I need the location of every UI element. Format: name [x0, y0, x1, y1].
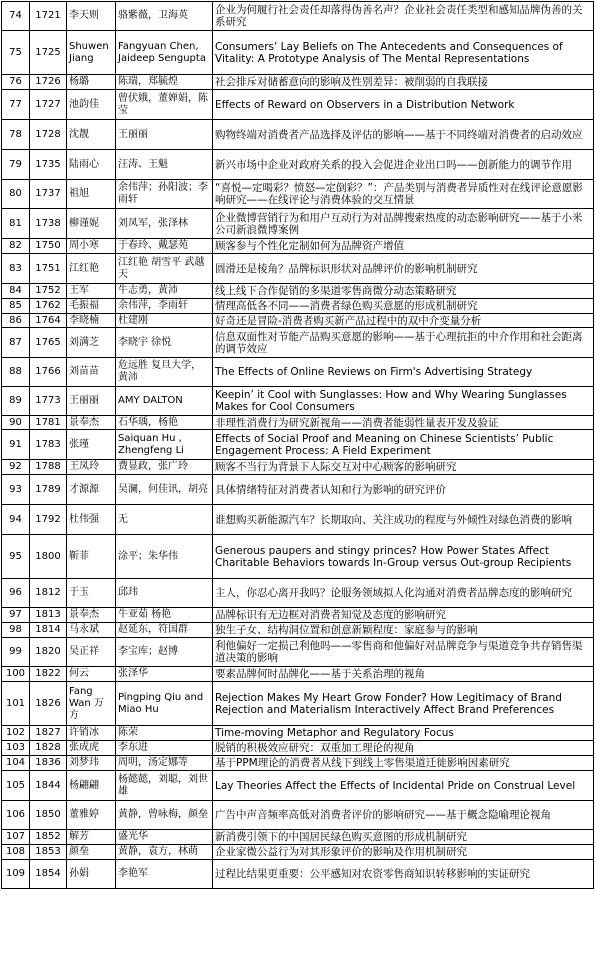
author-name: 靳菲 [67, 535, 116, 579]
paper-id: 1853 [30, 845, 67, 860]
coauthors: 汪涛、王魁 [116, 150, 213, 180]
paper-id: 1750 [30, 239, 67, 254]
row-number: 90 [2, 416, 30, 430]
paper-title: 品牌标识有无边框对消费者知觉及态度的影响研究 [213, 608, 594, 623]
table-row [2, 638, 594, 667]
paper-title: 利他偏好一定损己利他吗——零售商和他偏好对品牌竞争与渠道竞争共存销售渠道决策的影响 [213, 638, 594, 667]
paper-id: 1781 [30, 416, 67, 430]
coauthors: 吴澜，何佳讯，胡亮 [116, 475, 213, 505]
author-name: 刘苗苗 [67, 358, 116, 387]
paper-title: 具体情绪特征对消费者认知和行为影响的研究评价 [213, 475, 594, 505]
coauthors: Pingping Qiu and Miao Hu [116, 682, 213, 726]
row-number: 103 [2, 741, 30, 756]
table-row [2, 284, 594, 299]
author-name: 杨翩翩 [67, 771, 116, 801]
author-name: Fang Wan 万方 [67, 682, 116, 726]
row-number: 92 [2, 460, 30, 475]
row-number: 79 [2, 150, 30, 180]
table-row [2, 801, 594, 830]
paper-id: 1827 [30, 726, 67, 741]
author-name: 王丽丽 [67, 387, 116, 416]
coauthors: Fangyuan Chen, Jaideep Sengupta [116, 31, 213, 75]
paper-title: 独生子女、结构洞位置和创意新颖程度：家庭参与的影响 [213, 623, 594, 638]
paper-title: 谁想购买新能源汽车？长期取向、关注成功的程度与外倾性对绿色消费的影响 [213, 505, 594, 535]
paper-title: Generous paupers and stingy princes? How Power States Affect Charitable Behaviors towards In-Group versus Out-group Recipients [213, 535, 594, 579]
row-number: 84 [2, 284, 30, 299]
coauthors: 余伟萍，李雨轩 [116, 299, 213, 314]
author-name: 杜伟强 [67, 505, 116, 535]
author-name: 祖旭 [67, 180, 116, 209]
row-number: 108 [2, 845, 30, 860]
paper-id: 1813 [30, 608, 67, 623]
table-row [2, 667, 594, 682]
coauthors: 涂平；朱华伟 [116, 535, 213, 579]
coauthors: 黄静，曾咏梅，颜垒 [116, 801, 213, 830]
coauthors: 赵延东，符国群 [116, 623, 213, 638]
paper-title: 购物终端对消费者产品选择及评估的影响——基于不同终端对消费者的启动效应 [213, 120, 594, 150]
paper-id: 1737 [30, 180, 67, 209]
paper-id: 1726 [30, 75, 67, 90]
paper-title: Rejection Makes My Heart Grow Fonder? How Legitimacy of Brand Rejection and Materialism Interactively Affect Brand Preferences [213, 682, 594, 726]
author-name: 张成虎 [67, 741, 116, 756]
paper-id: 1773 [30, 387, 67, 416]
paper-id: 1766 [30, 358, 67, 387]
table-body [2, 2, 594, 889]
table-row [2, 475, 594, 505]
paper-id: 1836 [30, 756, 67, 771]
paper-title: 信息双面性对节能产品购买意愿的影响——基于心理抗拒的中介作用和社会距离的调节效应 [213, 328, 594, 358]
row-number: 91 [2, 430, 30, 460]
paper-title: 广告中声音频率高低对消费者评价的影响研究——基于概念隐喻理论视角 [213, 801, 594, 830]
paper-title: 好奇还是冒险-消费者购买新产品过程中的双中介变量分析 [213, 314, 594, 328]
paper-list-table [1, 1, 594, 889]
row-number: 80 [2, 180, 30, 209]
coauthors: 黄静，袁方，林萌 [116, 845, 213, 860]
paper-title: 圆滑还是棱角？品牌标识形状对品牌评价的影响机制研究 [213, 254, 594, 284]
table-row [2, 209, 594, 239]
table-row [2, 830, 594, 845]
paper-title: 线上线下合作促销的多渠道零售商微分动态策略研究 [213, 284, 594, 299]
author-name: 杨璐 [67, 75, 116, 90]
paper-id: 1852 [30, 830, 67, 845]
row-number: 78 [2, 120, 30, 150]
paper-title: Lay Theories Affect the Effects of Incidental Pride on Construal Level [213, 771, 594, 801]
coauthors: 石华瑀，杨艳 [116, 416, 213, 430]
coauthors: 无 [116, 505, 213, 535]
table-row [2, 314, 594, 328]
table-row [2, 430, 594, 460]
paper-id: 1762 [30, 299, 67, 314]
table-row [2, 387, 594, 416]
author-name: 于玉 [67, 579, 116, 608]
table-row [2, 180, 594, 209]
paper-id: 1727 [30, 90, 67, 120]
author-name: 刘满芝 [67, 328, 116, 358]
coauthors: 张泽华 [116, 667, 213, 682]
coauthors: 李艳军 [116, 860, 213, 889]
coauthors: 陈瑞，郑毓煌 [116, 75, 213, 90]
paper-title: 企业为何履行社会责任却落得伪善名声？企业社会责任类型和感知品牌伪善的关系研究 [213, 2, 594, 31]
table-row [2, 75, 594, 90]
row-number: 96 [2, 579, 30, 608]
paper-title: 顾客不当行为背景下人际交互对中心顾客的影响研究 [213, 460, 594, 475]
table-row [2, 328, 594, 358]
paper-id: 1792 [30, 505, 67, 535]
table-row [2, 682, 594, 726]
table-row [2, 756, 594, 771]
paper-title: 新兴市场中企业对政府关系的投入会促进企业出口吗——创新能力的调节作用 [213, 150, 594, 180]
coauthors: 陈荣 [116, 726, 213, 741]
paper-id: 1820 [30, 638, 67, 667]
author-name: 沈靓 [67, 120, 116, 150]
paper-id: 1738 [30, 209, 67, 239]
author-name: 董雅婷 [67, 801, 116, 830]
coauthors: 江红艳 胡雪平 武越天 [116, 254, 213, 284]
author-name: 何云 [67, 667, 116, 682]
paper-title: 过程比结果更重要：公平感知对农资零售商知识转移影响的实证研究 [213, 860, 594, 889]
author-name: 解芳 [67, 830, 116, 845]
coauthors: 余伟萍；孙阳波；李雨轩 [116, 180, 213, 209]
row-number: 106 [2, 801, 30, 830]
author-name: 李晓楠 [67, 314, 116, 328]
row-number: 76 [2, 75, 30, 90]
author-name: 才源源 [67, 475, 116, 505]
row-number: 107 [2, 830, 30, 845]
coauthors: 曾伏娥，董婵娟，陈莹 [116, 90, 213, 120]
author-name: 池韵佳 [67, 90, 116, 120]
row-number: 98 [2, 623, 30, 638]
paper-id: 1725 [30, 31, 67, 75]
row-number: 109 [2, 860, 30, 889]
table-row [2, 31, 594, 75]
row-number: 101 [2, 682, 30, 726]
coauthors: 盛光华 [116, 830, 213, 845]
table-row [2, 460, 594, 475]
row-number: 100 [2, 667, 30, 682]
author-name: 江红艳 [67, 254, 116, 284]
row-number: 105 [2, 771, 30, 801]
table-row [2, 90, 594, 120]
coauthors: 危远胜 复旦大学，黄沛 [116, 358, 213, 387]
paper-id: 1814 [30, 623, 67, 638]
coauthors: 骆紫薇，卫海英 [116, 2, 213, 31]
paper-id: 1828 [30, 741, 67, 756]
coauthors: 于春玲、戴瑟苑 [116, 239, 213, 254]
coauthors: 牛志勇，黄沛 [116, 284, 213, 299]
paper-id: 1728 [30, 120, 67, 150]
row-number: 94 [2, 505, 30, 535]
row-number: 104 [2, 756, 30, 771]
paper-title: Effects of Social Proof and Meaning on Chinese Scientists’ Public Engagement Process: A Field Experiment [213, 430, 594, 460]
paper-title: 企业家微公益行为对其形象评价的影响及作用机制研究 [213, 845, 594, 860]
table-row [2, 845, 594, 860]
paper-id: 1844 [30, 771, 67, 801]
coauthors: 李东进 [116, 741, 213, 756]
author-name: 颜垒 [67, 845, 116, 860]
paper-id: 1789 [30, 475, 67, 505]
paper-title: 情理高低各不同——消费者绿色购买意愿的形成机制研究 [213, 299, 594, 314]
table-row [2, 239, 594, 254]
paper-id: 1854 [30, 860, 67, 889]
table-row [2, 120, 594, 150]
table-row [2, 741, 594, 756]
coauthors: 牛亚茹 杨艳 [116, 608, 213, 623]
row-number: 74 [2, 2, 30, 31]
paper-id: 1752 [30, 284, 67, 299]
paper-title: 非理性消费行为研究新视角——消费者能弱性量表开发及验证 [213, 416, 594, 430]
paper-title: 基于PPM理论的消费者从线下到线上零售渠道迁徙影响因素研究 [213, 756, 594, 771]
paper-title: 企业微博营销行为和用户互动行为对品牌搜索热度的动态影响研究——基于小米公司新浪微博案例 [213, 209, 594, 239]
coauthors: AMY DALTON [116, 387, 213, 416]
author-name: 许销冰 [67, 726, 116, 741]
table-row [2, 771, 594, 801]
paper-id: 1721 [30, 2, 67, 31]
author-name: 柳谨妮 [67, 209, 116, 239]
paper-title: Time-moving Metaphor and Regulatory Focus [213, 726, 594, 741]
author-name: 毛振福 [67, 299, 116, 314]
coauthors: Saiquan Hu , Zhengfeng Li [116, 430, 213, 460]
paper-title: “喜悦—定喝彩？愤怒—定倒彩？”：产品类别与消费者异质性对在线评论意愿影响研究——在线评论与消费体验的交互情景 [213, 180, 594, 209]
author-name: 孙娟 [67, 860, 116, 889]
table-row [2, 535, 594, 579]
paper-title: 主人，你忍心离开我吗？论服务领域拟人化沟通对消费者品牌态度的影响研究 [213, 579, 594, 608]
row-number: 85 [2, 299, 30, 314]
coauthors: 费显政，张广玲 [116, 460, 213, 475]
author-name: 吴正祥 [67, 638, 116, 667]
coauthors: 邱玮 [116, 579, 213, 608]
table-row [2, 299, 594, 314]
paper-title: 脱销的积极效应研究：双重加工理论的视角 [213, 741, 594, 756]
author-name: 王凤玲 [67, 460, 116, 475]
row-number: 83 [2, 254, 30, 284]
paper-id: 1812 [30, 579, 67, 608]
author-name: 刘梦玮 [67, 756, 116, 771]
row-number: 102 [2, 726, 30, 741]
table-row [2, 623, 594, 638]
paper-title: 顾客参与个性化定制如何为品牌资产增值 [213, 239, 594, 254]
paper-id: 1822 [30, 667, 67, 682]
author-name: 陆雨心 [67, 150, 116, 180]
author-name: 景奉杰 [67, 416, 116, 430]
paper-title: 要素品牌何时品牌化——基于关系治理的视角 [213, 667, 594, 682]
table-row [2, 505, 594, 535]
table-row [2, 726, 594, 741]
author-name: 王军 [67, 284, 116, 299]
coauthors: 杨懿懿，刘聪，刘世雄 [116, 771, 213, 801]
paper-title: The Effects of Online Reviews on Firm's Advertising Strategy [213, 358, 594, 387]
table-row [2, 150, 594, 180]
author-name: 李天则 [67, 2, 116, 31]
paper-id: 1826 [30, 682, 67, 726]
author-name: 马永斌 [67, 623, 116, 638]
paper-id: 1800 [30, 535, 67, 579]
coauthors: 王丽丽 [116, 120, 213, 150]
paper-id: 1788 [30, 460, 67, 475]
paper-id: 1765 [30, 328, 67, 358]
paper-id: 1735 [30, 150, 67, 180]
row-number: 97 [2, 608, 30, 623]
table-row [2, 860, 594, 889]
table-row [2, 416, 594, 430]
author-name: 景奉杰 [67, 608, 116, 623]
row-number: 89 [2, 387, 30, 416]
row-number: 75 [2, 31, 30, 75]
paper-title: 新消费引领下的中国居民绿色购买意图的形成机制研究 [213, 830, 594, 845]
row-number: 93 [2, 475, 30, 505]
row-number: 86 [2, 314, 30, 328]
paper-id: 1850 [30, 801, 67, 830]
table-row [2, 579, 594, 608]
paper-title: Keepin’ it Cool with Sunglasses: How and Why Wearing Sunglasses Makes for Cool Consumers [213, 387, 594, 416]
paper-title: Consumers’ Lay Beliefs on The Antecedents and Consequences of Vitality: A Prototype Analysis of The Mental Representations [213, 31, 594, 75]
coauthors: 周明，汤定娜等 [116, 756, 213, 771]
coauthors: 李晓宇 徐悦 [116, 328, 213, 358]
row-number: 88 [2, 358, 30, 387]
author-name: 周小寒 [67, 239, 116, 254]
paper-id: 1783 [30, 430, 67, 460]
paper-id: 1764 [30, 314, 67, 328]
table-row [2, 254, 594, 284]
coauthors: 杜建刚 [116, 314, 213, 328]
paper-title: Effects of Reward on Observers in a Distribution Network [213, 90, 594, 120]
table-row [2, 358, 594, 387]
table-row [2, 608, 594, 623]
table-row [2, 2, 594, 31]
row-number: 95 [2, 535, 30, 579]
row-number: 81 [2, 209, 30, 239]
coauthors: 刘凤军，张泽林 [116, 209, 213, 239]
row-number: 87 [2, 328, 30, 358]
author-name: 张瑾 [67, 430, 116, 460]
row-number: 82 [2, 239, 30, 254]
coauthors: 李宝库；赵博 [116, 638, 213, 667]
row-number: 77 [2, 90, 30, 120]
author-name: Shuwen Jiang [67, 31, 116, 75]
paper-id: 1751 [30, 254, 67, 284]
row-number: 99 [2, 638, 30, 667]
paper-title: 社会排斥对储蓄意向的影响及性别差异：被削弱的自我联接 [213, 75, 594, 90]
